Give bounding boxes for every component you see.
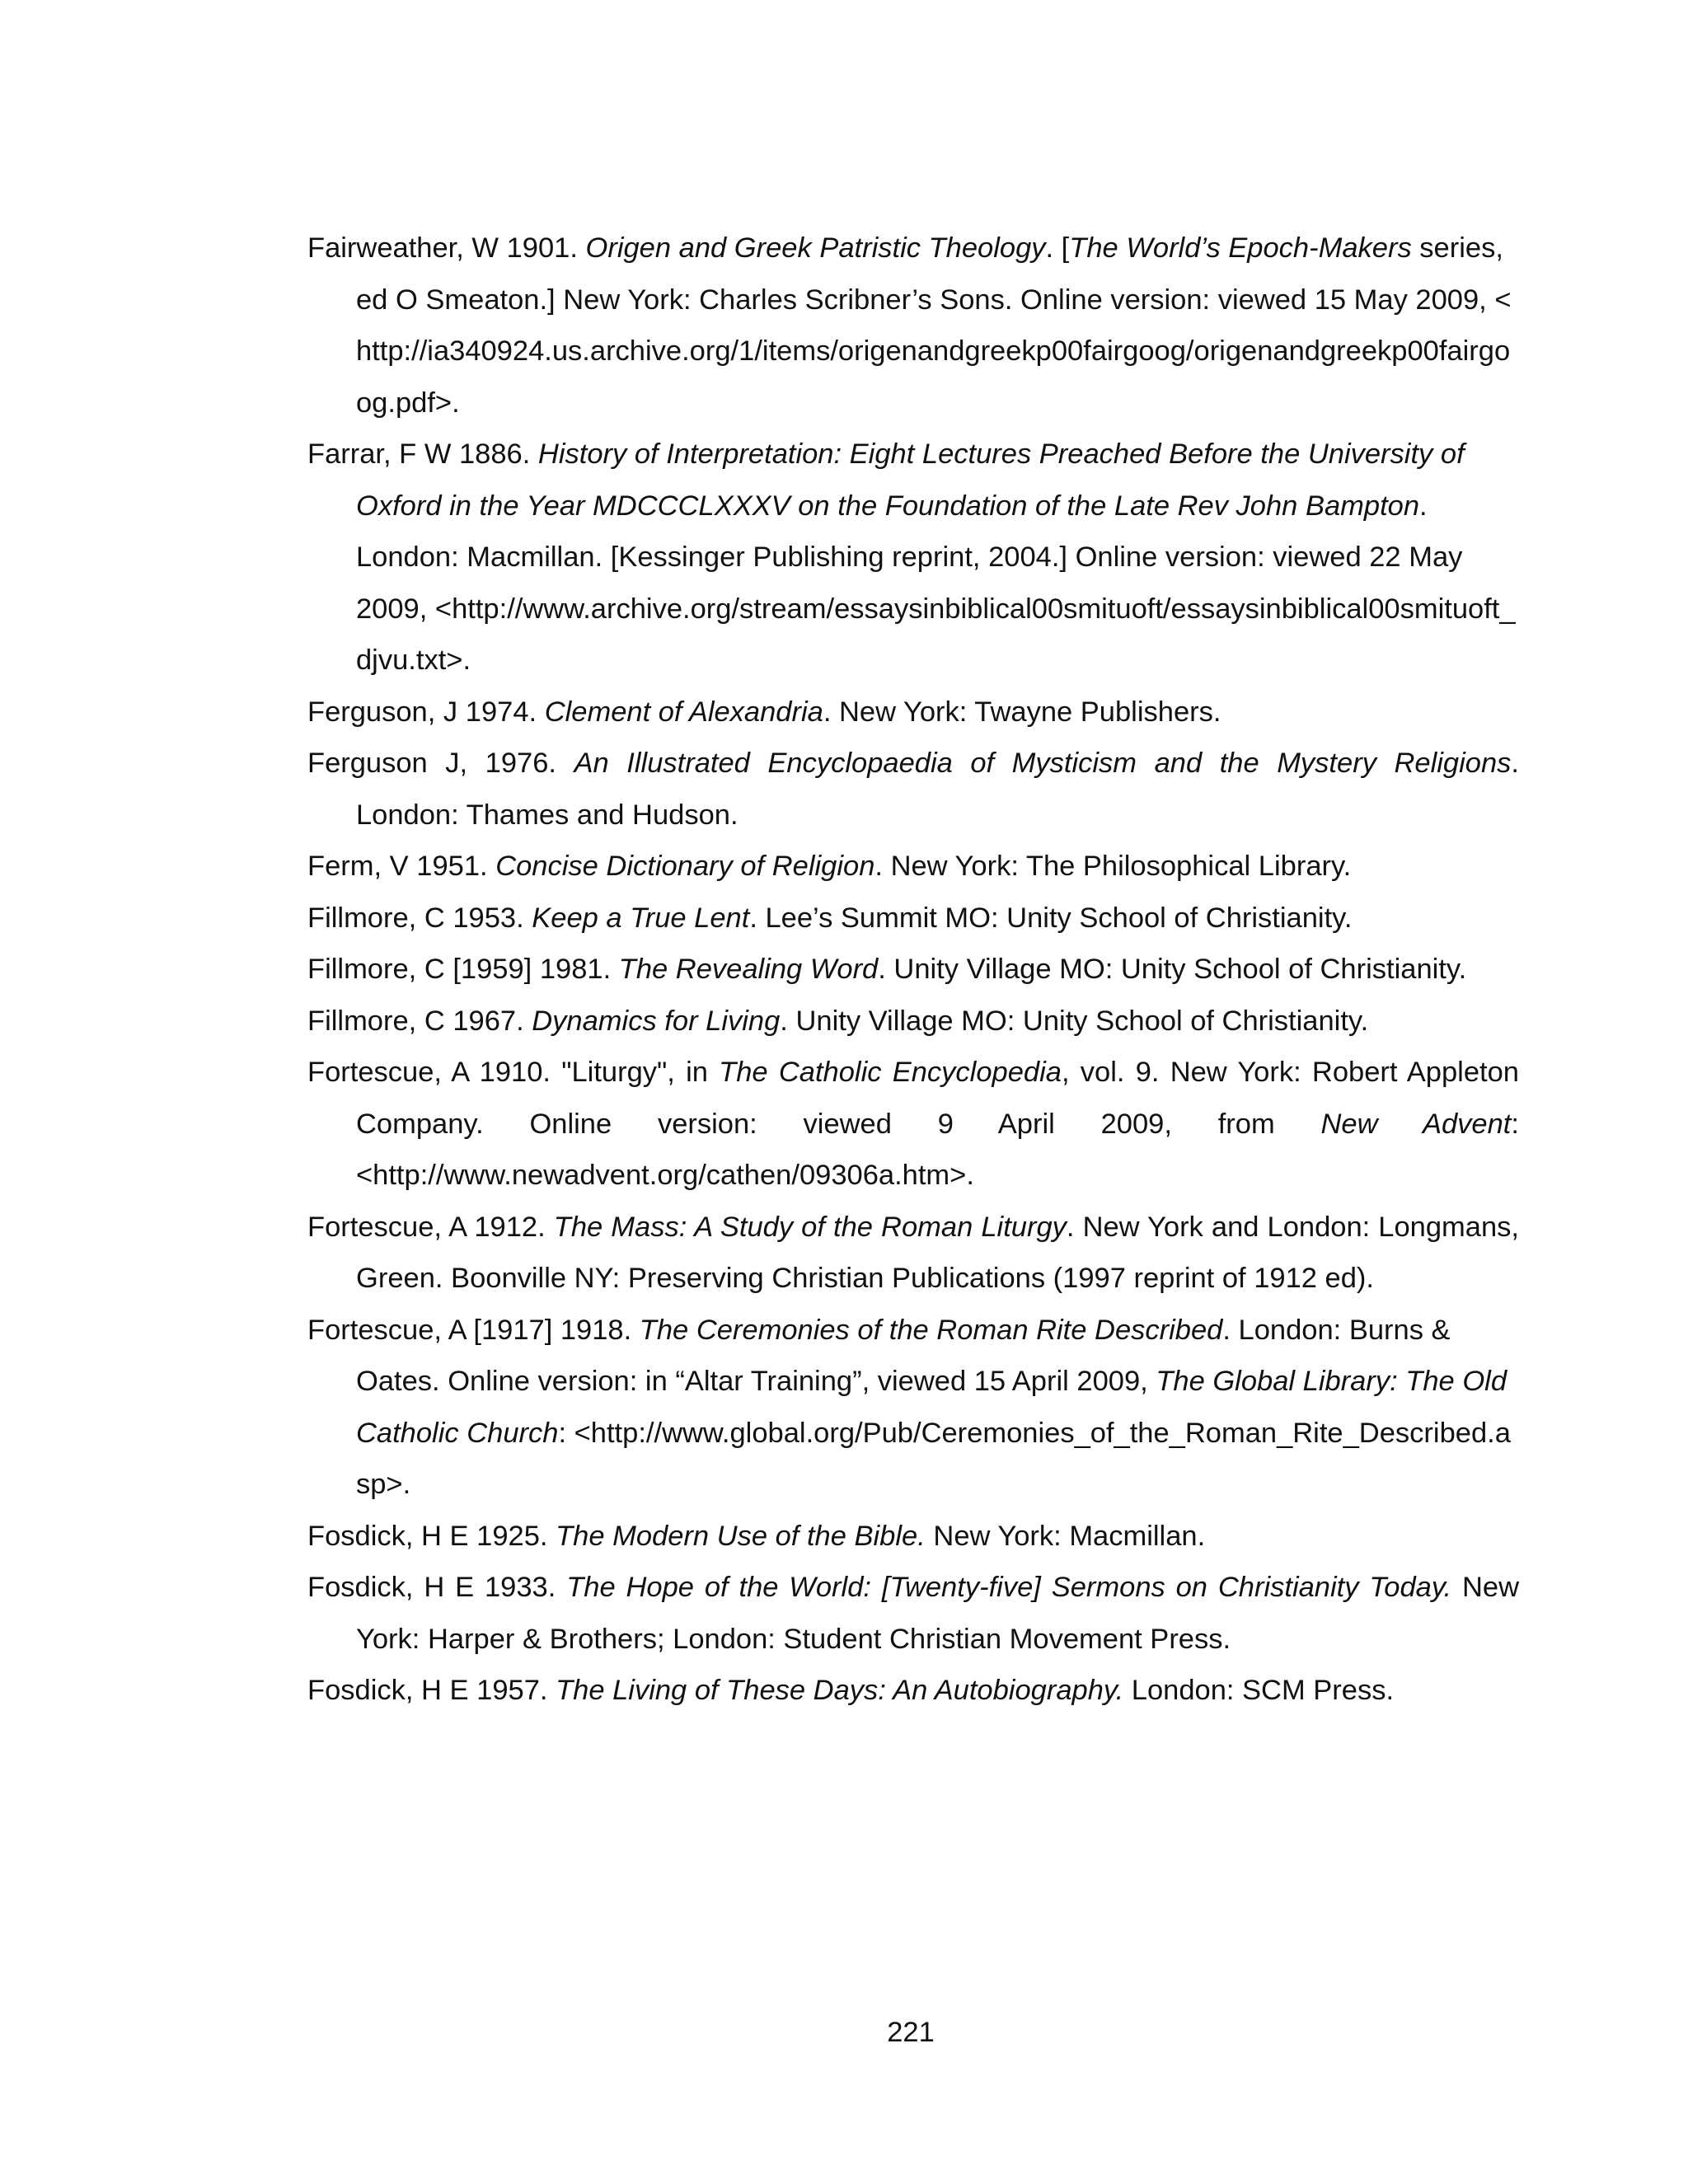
entry-text: Ferm, V 1951. xyxy=(307,851,496,882)
website-title: The Global Library: The Old Catholic Church xyxy=(356,1366,1507,1449)
entry-title: Keep a True Lent xyxy=(532,902,750,934)
entry-text: . Lee’s Summit MO: Unity School of Christianity. xyxy=(749,902,1353,934)
entry-text: Fillmore, C 1953. xyxy=(307,902,532,934)
entry-text: Fillmore, C 1967. xyxy=(307,1005,532,1037)
website-title: New Advent xyxy=(1320,1108,1512,1140)
entry-text: Fortescue, A 1912. xyxy=(307,1211,554,1243)
bibliography-entry-fosdick-1957 xyxy=(307,1665,1519,1717)
entry-text: . New York and London: Longmans, Green. Boonville NY: Preserving Christian Publications (1997 reprint of 1912 ed). xyxy=(356,1211,1519,1294)
entry-title: History of Interpretation: Eight Lectures Preached Before the University of Oxford in the Year MDCCCLXXXV on the Foundation of the Late Rev John Bampton xyxy=(356,438,1465,522)
entry-title: The Revealing Word xyxy=(618,954,879,985)
entry-text: Ferguson, J 1974. xyxy=(307,696,545,728)
entry-title: The Modern Use of the Bible. xyxy=(556,1520,926,1552)
entry-title: The Hope of the World: [Twenty-five] Sermons on Christianity Today. xyxy=(566,1572,1452,1603)
entry-url: <http://ia340924.us.archive.org/1/items/origenandgreekp00fairgoog/origenandgreekp00fairgoog.pdf>. xyxy=(356,284,1512,419)
bibliography-entry-ferguson-1974 xyxy=(307,687,1519,738)
entry-title: Dynamics for Living xyxy=(532,1005,781,1037)
entry-title: The Catholic Encyclopedia xyxy=(719,1057,1062,1088)
entry-title: Concise Dictionary of Religion xyxy=(495,851,875,882)
entry-text: Fosdick, H E 1957. xyxy=(307,1675,556,1706)
entry-url: <http://www.global.org/Pub/Ceremonies_of_the_Roman_Rite_Described.asp>. xyxy=(356,1417,1511,1500)
entry-text: New York: Macmillan. xyxy=(925,1520,1206,1552)
page-number: 221 xyxy=(887,2017,935,2048)
bibliography-entry-fortescue-1910 xyxy=(307,1047,1519,1202)
bibliography-entry-fairweather-1901 xyxy=(307,223,1519,429)
bibliography-entry-fillmore-1953 xyxy=(307,893,1519,944)
entry-text: Fairweather, W 1901. xyxy=(307,232,586,264)
bibliography-entry-fosdick-1925 xyxy=(307,1511,1519,1563)
entry-text: Fortescue, A [1917] 1918. xyxy=(307,1314,640,1346)
entry-text: . New York: Twayne Publishers. xyxy=(823,696,1221,728)
series-title: The World’s Epoch-Makers xyxy=(1069,232,1412,264)
entry-text: Farrar, F W 1886. xyxy=(307,438,538,470)
bibliography-entry-ferm-1951 xyxy=(307,841,1519,893)
bibliography-entry-fosdick-1933 xyxy=(307,1562,1519,1665)
entry-text: . London: Thames and Hudson. xyxy=(356,748,1519,831)
entry-text: Fillmore, C [1959] 1981. xyxy=(307,954,619,985)
bibliography-list xyxy=(307,223,1519,1717)
bibliography-entry-ferguson-1976 xyxy=(307,738,1519,841)
entry-text: Fosdick, H E 1933. xyxy=(307,1572,567,1603)
entry-text: series, ed O Smeaton.] New York: Charles Scribner’s Sons. Online version: viewed 15 May 2009, xyxy=(356,232,1503,316)
entry-text: , vol. 9. New York: Robert Appleton Company. Online version: viewed 9 April 2009, from xyxy=(356,1057,1519,1140)
entry-url: <http://www.archive.org/stream/essaysinbiblical00smituoft/essaysinbiblical00smituoft_djvu.txt>. xyxy=(356,593,1516,676)
entry-text: New York: Harper & Brothers; London: Student Christian Movement Press. xyxy=(356,1572,1519,1655)
entry-text: . New York: The Philosophical Library. xyxy=(874,851,1352,882)
entry-text: London: SCM Press. xyxy=(1123,1675,1395,1706)
bibliography-entry-fortescue-1912 xyxy=(307,1202,1519,1305)
entry-title: An Illustrated Encyclopaedia of Mysticism and the Mystery Religions xyxy=(574,748,1512,779)
entry-text: Ferguson J, 1976. xyxy=(307,748,574,779)
entry-text: : <http://www.newadvent.org/cathen/09306a.htm>. xyxy=(356,1108,1519,1191)
bibliography-entry-fillmore-1967 xyxy=(307,996,1519,1047)
bibliography-entry-fillmore-1981 xyxy=(307,944,1519,996)
entry-title: Clement of Alexandria xyxy=(544,696,823,728)
entry-title: The Ceremonies of the Roman Rite Described xyxy=(639,1314,1223,1346)
entry-title: The Living of These Days: An Autobiography. xyxy=(556,1675,1124,1706)
entry-text: . London: Burns & Oates. Online version: in “Altar Training”, viewed 15 April 2009, xyxy=(356,1314,1451,1397)
entry-text: . Unity Village MO: Unity School of Christianity. xyxy=(878,954,1467,985)
bibliography-entry-fortescue-1918 xyxy=(307,1305,1519,1511)
entry-text: . Unity Village MO: Unity School of Christianity. xyxy=(780,1005,1369,1037)
entry-text: Fortescue, A 1910. "Liturgy", in xyxy=(307,1057,720,1088)
entry-text: . [ xyxy=(1045,232,1070,264)
entry-title: The Mass: A Study of the Roman Liturgy xyxy=(553,1211,1067,1243)
entry-text: Fosdick, H E 1925. xyxy=(307,1520,556,1552)
entry-text: . London: Macmillan. [Kessinger Publishing reprint, 2004.] Online version: viewed 22 May 2009, xyxy=(356,490,1463,625)
bibliography-entry-farrar-1886 xyxy=(307,429,1519,687)
entry-text: : xyxy=(558,1417,574,1449)
entry-title: Origen and Greek Patristic Theology xyxy=(585,232,1046,264)
